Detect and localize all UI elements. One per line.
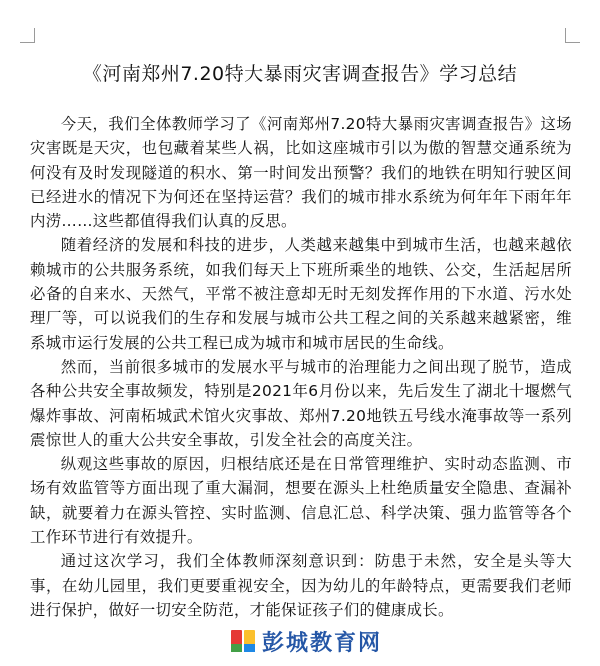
paragraph-3: 然而，当前很多城市的发展水平与城市的治理能力之间出现了脱节，造成各种公共安全事故频发，特别是2021年6月份以来，先后发生了湖北十堰燃气爆炸事故、河南柘城武术馆火灾事故、郑州7.20地铁五号线水淹事故等一系列震惊世人的重大公共安全事故，引发全社会的高度关注。 (30, 357, 572, 449)
document-title: 《河南郑州7.20特大暴雨灾害调查报告》学习总结 (82, 62, 518, 85)
paragraph-4: 纵观这些事故的原因，归根结底还是在日常管理维护、实时动态监测、市场有效监管等方面出现了重大漏洞，想要在源头上杜绝质量安全隐患、查漏补缺，就要着力在源头管控、实时监测、信息汇总、科学决策、强力监管等各个工作环节进行有效提升。 (30, 455, 572, 547)
page-corner-mark-top-left (20, 28, 35, 43)
paragraph-1: 今天，我们全体教师学习了《河南郑州7.20特大暴雨灾害调查报告》这场灾害既是天灾，也包藏着某些人祸，比如这座城市引以为傲的智慧交通系统为何没有及时发现隧道的积水、第一时间发出预警？我们的地铁在明知行驶区间已经进水的情况下为何还在坚持运营？我们的城市排水系统为何年年下雨年年内涝……这些都值得我们认真的反思。 (30, 115, 572, 231)
page-corner-mark-top-right (565, 28, 580, 43)
site-watermark (228, 624, 398, 658)
paragraph-2: 随着经济的发展和科技的进步，人类越来越集中到城市生活，也越来越依赖城市的公共服务系统，如我们每天上下班所乘坐的地铁、公交，生活起居所必备的自来水、天然气，平常不被注意却无时无刻发挥作用的下水道、污水处理厂等，可以说我们的生存和发展与城市公共工程之间的关系越来越紧密，维系城市运行发展的公共工程已成为城市和城市居民的生命线。 (30, 236, 572, 352)
paragraph-5: 通过这次学习，我们全体教师深刻意识到：防患于未然，安全是头等大事，在幼儿园里，我们更要重视安全，因为幼儿的年龄特点，更需要我们老师进行保护，做好一切安全防范，才能保证孩子们的健康成长。 (30, 552, 572, 619)
book-logo-icon (228, 626, 258, 656)
watermark-text: 彭城教育网 (262, 630, 383, 656)
document-body (30, 112, 572, 622)
